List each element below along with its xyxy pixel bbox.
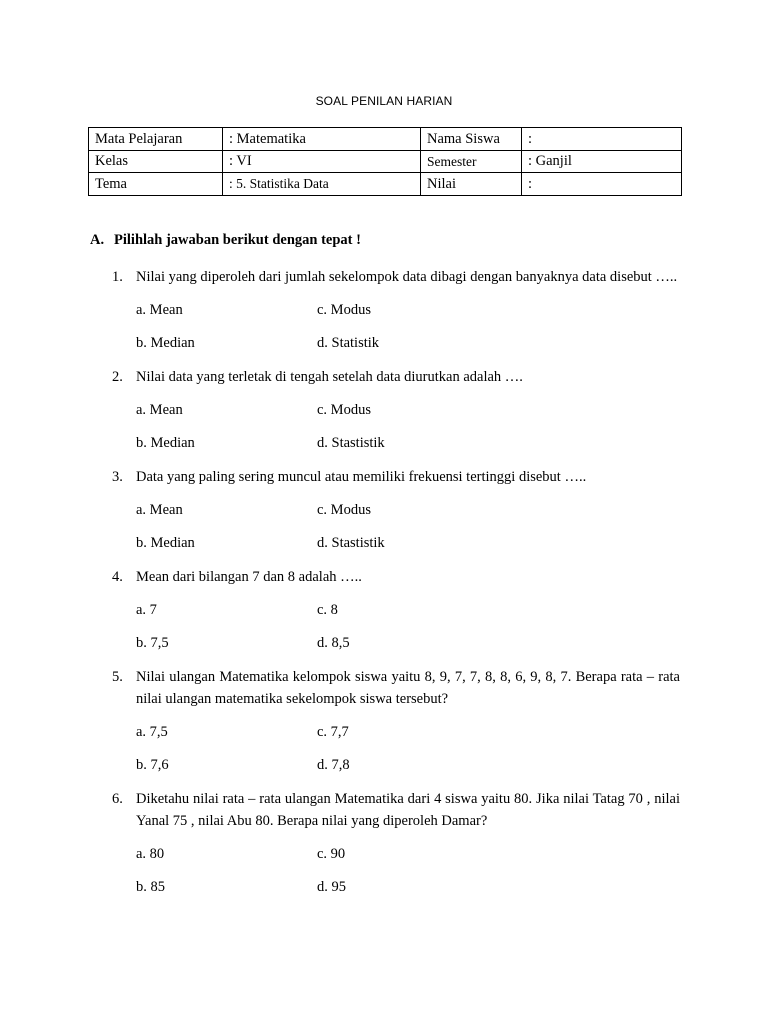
question-1 — [112, 266, 680, 366]
question-number: 2. — [112, 369, 123, 385]
section-heading — [90, 232, 361, 249]
info-row-class — [89, 150, 682, 173]
question-number: 6. — [112, 791, 123, 807]
answer-options — [136, 299, 680, 366]
option-d: d. Statistik — [317, 335, 380, 351]
question-number: 5. — [112, 669, 123, 685]
label-score: Nilai — [421, 173, 522, 196]
answer-options — [136, 721, 680, 788]
option-b: b. 7,6 — [136, 757, 169, 773]
value-class: : VI — [223, 150, 421, 173]
option-b: b. Median — [136, 535, 195, 551]
option-b: b. Median — [136, 335, 195, 351]
answer-options — [136, 843, 680, 910]
section-letter: A. — [90, 232, 105, 248]
question-6 — [112, 788, 680, 910]
info-row-subject — [89, 128, 682, 151]
option-b: b. 85 — [136, 879, 165, 895]
value-score: : — [522, 173, 682, 196]
value-semester: : Ganjil — [522, 150, 682, 173]
info-row-theme — [89, 173, 682, 196]
question-text: Diketahu nilai rata – rata ulangan Matematika dari 4 siswa yaitu 80. Jika nilai Tatag 70 , nilai Yanal 75 , nilai Abu 80. Berapa nilai yang diperoleh Damar? — [136, 791, 680, 829]
student-info-table — [88, 127, 682, 196]
question-number: 3. — [112, 469, 123, 485]
page-title: SOAL PENILAN HARIAN — [315, 94, 453, 108]
section-heading-text: Pilihlah jawaban berikut dengan tepat ! — [114, 232, 361, 248]
option-c: c. Modus — [317, 502, 371, 518]
option-b: b. Median — [136, 435, 195, 451]
question-3 — [112, 466, 680, 566]
option-d: d. 8,5 — [317, 635, 350, 651]
question-number: 1. — [112, 269, 123, 285]
question-text: Nilai ulangan Matematika kelompok siswa yaitu 8, 9, 7, 7, 8, 8, 6, 9, 8, 7. Berapa rata – rata nilai ulangan matematika sekelompok siswa tersebut? — [136, 669, 680, 707]
question-4 — [112, 566, 680, 666]
option-a: a. 7 — [136, 602, 157, 618]
value-student-name: : — [522, 128, 682, 151]
label-class: Kelas — [89, 150, 223, 173]
label-theme: Tema — [89, 173, 223, 196]
value-theme: : 5. Statistika Data — [223, 173, 421, 196]
option-d: d. 7,8 — [317, 757, 350, 773]
answer-options — [136, 399, 680, 466]
option-c: c. 90 — [317, 846, 346, 862]
question-text: Data yang paling sering muncul atau memiliki frekuensi tertinggi disebut ….. — [136, 469, 587, 485]
answer-options — [136, 499, 680, 566]
question-list — [112, 266, 680, 910]
option-d: d. 95 — [317, 879, 346, 895]
option-c: c. Modus — [317, 302, 371, 318]
option-d: d. Stastistik — [317, 535, 385, 551]
label-student-name: Nama Siswa — [421, 128, 522, 151]
label-subject: Mata Pelajaran — [89, 128, 223, 151]
answer-options — [136, 599, 680, 666]
option-a: a. Mean — [136, 502, 183, 518]
question-number: 4. — [112, 569, 123, 585]
option-c: c. 8 — [317, 602, 338, 618]
value-subject: : Matematika — [223, 128, 421, 151]
question-5 — [112, 666, 680, 788]
option-c: c. Modus — [317, 402, 371, 418]
option-a: a. Mean — [136, 302, 183, 318]
question-2 — [112, 366, 680, 466]
option-a: a. 80 — [136, 846, 165, 862]
option-d: d. Stastistik — [317, 435, 385, 451]
option-a: a. Mean — [136, 402, 183, 418]
option-c: c. 7,7 — [317, 724, 349, 740]
question-text: Nilai data yang terletak di tengah setelah data diurutkan adalah …. — [136, 369, 523, 385]
option-a: a. 7,5 — [136, 724, 168, 740]
label-semester: Semester — [421, 150, 522, 173]
option-b: b. 7,5 — [136, 635, 169, 651]
question-text: Nilai yang diperoleh dari jumlah sekelompok data dibagi dengan banyaknya data disebut ….. — [136, 269, 678, 285]
question-text: Mean dari bilangan 7 dan 8 adalah ….. — [136, 569, 362, 585]
